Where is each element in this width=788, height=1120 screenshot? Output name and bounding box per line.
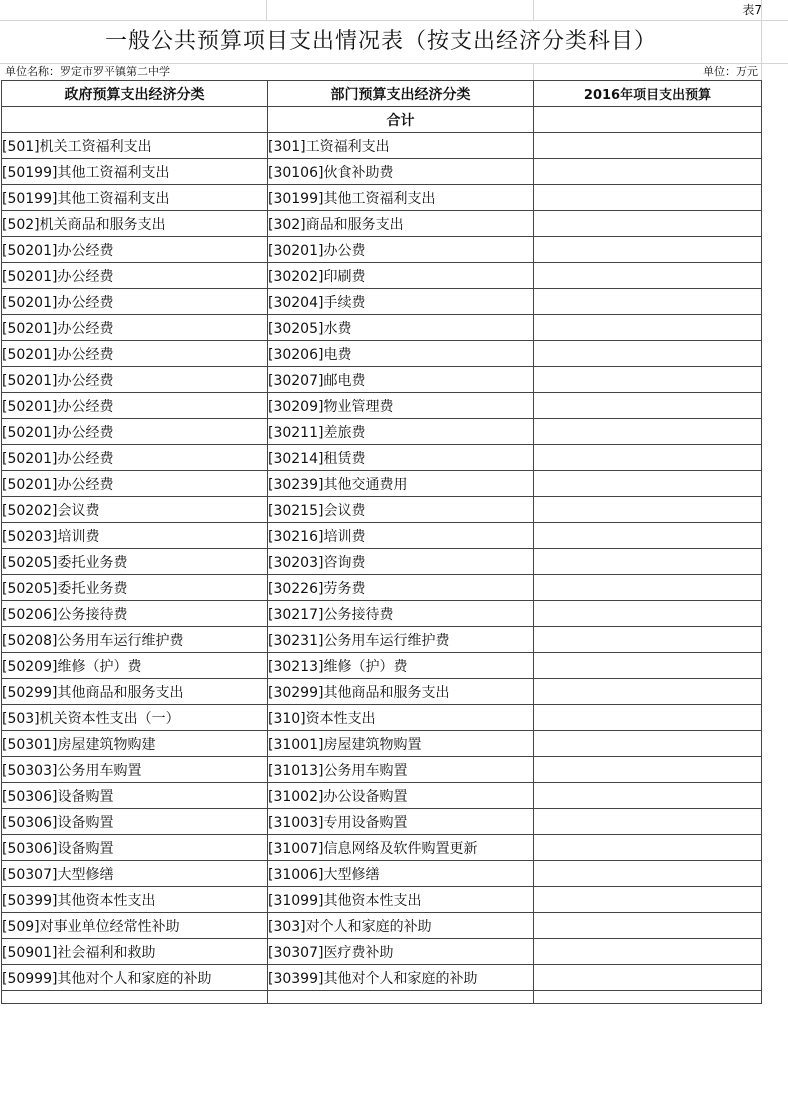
budget-value-cell [534,341,762,367]
dept-category-cell: [31002]办公设备购置 [268,783,534,809]
total-value-cell [534,107,762,133]
table-row [2,237,762,263]
table-row [2,887,762,913]
budget-value-cell [534,939,762,965]
budget-value-cell [534,705,762,731]
gov-category-cell: [50208]公务用车运行维护费 [2,627,268,653]
dept-category-cell: [30201]办公费 [268,237,534,263]
budget-value-cell [534,575,762,601]
dept-category-cell: [310]资本性支出 [268,705,534,731]
table-row [2,185,762,211]
budget-value-cell [534,601,762,627]
gov-category-cell: [50303]公务用车购置 [2,757,268,783]
table-row [2,783,762,809]
budget-value-cell [534,133,762,159]
dept-category-cell: [31001]房屋建筑物购置 [268,731,534,757]
table-row [2,705,762,731]
gov-category-cell: [50306]设备购置 [2,835,268,861]
table-row [2,497,762,523]
gov-category-cell: [50199]其他工资福利支出 [2,185,268,211]
gov-category-cell: [50301]房屋建筑物购建 [2,731,268,757]
dept-category-cell: [30215]会议费 [268,497,534,523]
empty-row [2,991,762,1004]
table-row [2,289,762,315]
budget-value-cell [534,159,762,185]
dept-category-cell: [30226]劳务费 [268,575,534,601]
budget-value-cell [534,185,762,211]
empty-cell [2,991,268,1004]
table-row [2,965,762,991]
dept-category-cell: [31013]公务用车购置 [268,757,534,783]
currency-unit: 单位：万元 [703,65,758,78]
budget-table [1,80,762,1004]
dept-category-cell: [30202]印刷费 [268,263,534,289]
gov-category-cell: [50201]办公经费 [2,419,268,445]
dept-category-cell: [302]商品和服务支出 [268,211,534,237]
header-gov: 政府预算支出经济分类 [2,81,268,107]
gov-category-cell: [50299]其他商品和服务支出 [2,679,268,705]
gov-category-cell: [50201]办公经费 [2,237,268,263]
budget-value-cell [534,393,762,419]
table-row [2,471,762,497]
table-row [2,263,762,289]
dept-category-cell: [30199]其他工资福利支出 [268,185,534,211]
gov-category-cell: [50205]委托业务费 [2,575,268,601]
total-label: 合计 [268,107,534,133]
dept-category-cell: [30106]伙食补助费 [268,159,534,185]
budget-value-cell [534,861,762,887]
dept-category-cell: [30239]其他交通费用 [268,471,534,497]
table-row [2,159,762,185]
gov-category-cell: [50201]办公经费 [2,315,268,341]
page-title: 一般公共预算项目支出情况表（按支出经济分类科目） [104,29,657,54]
unit-name: 单位名称：罗定市罗平镇第二中学 [5,65,170,78]
dept-category-cell: [30205]水费 [268,315,534,341]
dept-category-cell: [31006]大型修缮 [268,861,534,887]
gov-category-cell: [50201]办公经费 [2,367,268,393]
gov-category-cell: [50901]社会福利和救助 [2,939,268,965]
budget-value-cell [534,835,762,861]
dept-category-cell: [30217]公务接待费 [268,601,534,627]
table-row [2,809,762,835]
dept-category-cell: [30209]物业管理费 [268,393,534,419]
gov-category-cell: [50201]办公经费 [2,341,268,367]
table-row [2,367,762,393]
budget-value-cell [534,367,762,393]
budget-value-cell [534,289,762,315]
total-row [2,107,762,133]
gov-category-cell: [50201]办公经费 [2,393,268,419]
table-number: 表7 [742,3,762,17]
budget-value-cell [534,263,762,289]
budget-value-cell [534,887,762,913]
dept-category-cell: [30216]培训费 [268,523,534,549]
gov-category-cell: [50399]其他资本性支出 [2,887,268,913]
gov-category-cell: [502]机关商品和服务支出 [2,211,268,237]
gov-category-cell: [50202]会议费 [2,497,268,523]
gov-category-cell: [50199]其他工资福利支出 [2,159,268,185]
table-row [2,627,762,653]
table-row [2,211,762,237]
grid-line [533,0,534,20]
table-row [2,419,762,445]
table-row [2,653,762,679]
dept-category-cell: [30206]电费 [268,341,534,367]
empty-cell [268,991,534,1004]
budget-value-cell [534,679,762,705]
table-row [2,133,762,159]
grid-line [266,0,267,20]
budget-value-cell [534,731,762,757]
budget-value-cell [534,497,762,523]
dept-category-cell: [30307]医疗费补助 [268,939,534,965]
table-row [2,315,762,341]
table-row [2,861,762,887]
dept-category-cell: [30399]其他对个人和家庭的补助 [268,965,534,991]
grid-line [533,64,534,80]
table-row [2,679,762,705]
gov-category-cell: [50307]大型修缮 [2,861,268,887]
header-budget: 2016年项目支出预算 [534,81,762,107]
gov-category-cell: [50209]维修（护）费 [2,653,268,679]
budget-value-cell [534,549,762,575]
dept-category-cell: [30211]差旅费 [268,419,534,445]
table-row [2,549,762,575]
gov-category-cell: [50999]其他对个人和家庭的补助 [2,965,268,991]
budget-value-cell [534,965,762,991]
table-row [2,757,762,783]
budget-value-cell [534,757,762,783]
total-gov-cell [2,107,268,133]
gov-category-cell: [50306]设备购置 [2,809,268,835]
table-row [2,341,762,367]
budget-value-cell [534,653,762,679]
dept-category-cell: [31099]其他资本性支出 [268,887,534,913]
budget-value-cell [534,913,762,939]
table-row [2,601,762,627]
budget-value-cell [534,445,762,471]
empty-cell [534,991,762,1004]
dept-category-cell: [30207]邮电费 [268,367,534,393]
budget-value-cell [534,237,762,263]
table-row [2,575,762,601]
table-row [2,913,762,939]
budget-value-cell [534,419,762,445]
gov-category-cell: [50205]委托业务费 [2,549,268,575]
gov-category-cell: [503]机关资本性支出（一） [2,705,268,731]
budget-value-cell [534,315,762,341]
gov-category-cell: [50201]办公经费 [2,289,268,315]
budget-value-cell [534,783,762,809]
gov-category-cell: [50201]办公经费 [2,263,268,289]
header-dept: 部门预算支出经济分类 [268,81,534,107]
table-row [2,731,762,757]
grid-line [0,20,788,21]
dept-category-cell: [30299]其他商品和服务支出 [268,679,534,705]
budget-value-cell [534,523,762,549]
dept-category-cell: [30203]咨询费 [268,549,534,575]
table-row [2,939,762,965]
budget-value-cell [534,211,762,237]
dept-category-cell: [30213]维修（护）费 [268,653,534,679]
dept-category-cell: [30214]租赁费 [268,445,534,471]
budget-value-cell [534,809,762,835]
gov-category-cell: [50206]公务接待费 [2,601,268,627]
gov-category-cell: [50201]办公经费 [2,471,268,497]
table-row [2,445,762,471]
gov-category-cell: [50203]培训费 [2,523,268,549]
dept-category-cell: [31003]专用设备购置 [268,809,534,835]
table-row [2,523,762,549]
gov-category-cell: [501]机关工资福利支出 [2,133,268,159]
dept-category-cell: [30231]公务用车运行维护费 [268,627,534,653]
table-row [2,393,762,419]
budget-value-cell [534,471,762,497]
dept-category-cell: [31007]信息网络及软件购置更新 [268,835,534,861]
budget-value-cell [534,627,762,653]
gov-category-cell: [50306]设备购置 [2,783,268,809]
dept-category-cell: [30204]手续费 [268,289,534,315]
gov-category-cell: [509]对事业单位经常性补助 [2,913,268,939]
dept-category-cell: [301]工资福利支出 [268,133,534,159]
gov-category-cell: [50201]办公经费 [2,445,268,471]
dept-category-cell: [303]对个人和家庭的补助 [268,913,534,939]
table-row [2,835,762,861]
header-row [2,81,762,107]
